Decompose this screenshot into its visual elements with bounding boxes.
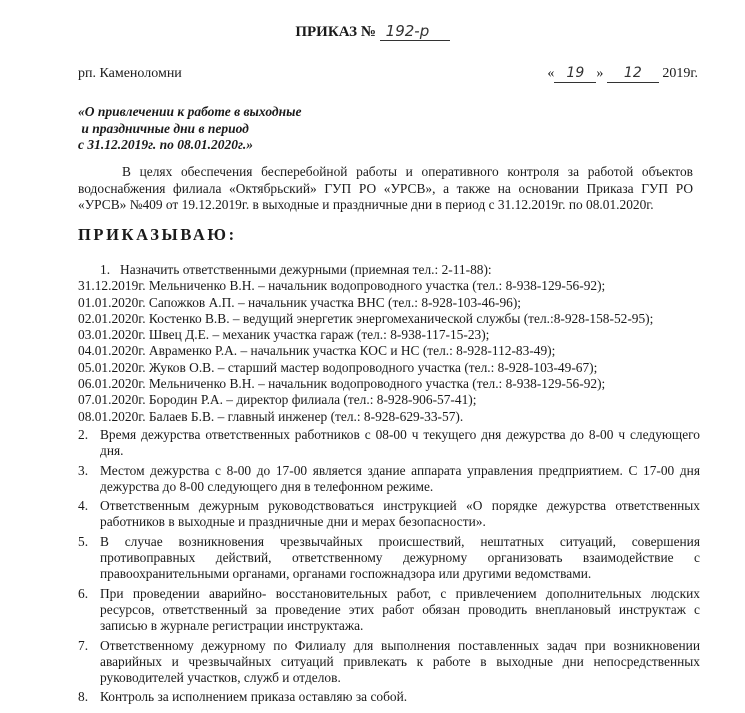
- item-text: Местом дежурства с 8-00 до 17-00 является здание аппарата управления предприятием. С 17-00 дня дежурства до 8-00 следующего дня в телефонном режиме.: [100, 462, 700, 494]
- item-text: При проведении аварийно- восстановительных работ, с привлечением дополнительных людских ресурсов, ответственный за проведение этих работ обязан проводить внеплановый инструктаж с записью в журнале регистрации инструктажа.: [100, 585, 700, 634]
- order-item: [78, 498, 700, 531]
- preamble-text: В целях обеспечения бесперебойной работы и оперативного контроля за работой объектов водоснабжения филиала «Октябрьский» ГУП РО «УРСВ», а также на основании Приказа ГУП РО «УРСВ» №409 от 19.12.2019г. в выходные и праздничные дни в период с 31.12.2019г. по 08.01.2020г.: [78, 164, 693, 212]
- duty-entry: 06.01.2020г. Мельниченко В.Н. – начальник водопроводного участка (тел.: 8-938-129-56-92);: [78, 376, 606, 392]
- handwritten-order-number: 192-р: [380, 22, 450, 41]
- order-item: [78, 262, 700, 425]
- item-number: 3.: [78, 462, 89, 478]
- order-item: [78, 586, 700, 635]
- order-item: [78, 463, 700, 496]
- subject-line: «О привлечении к работе в выходные: [78, 104, 302, 119]
- document-date: [547, 64, 698, 83]
- date-year: 2019г.: [662, 66, 698, 81]
- handwritten-month: 12: [607, 64, 659, 83]
- item-text: Время дежурства ответственных работников с 08-00 ч текущего дня дежурства до 8-00 ч следующего дня.: [100, 426, 700, 459]
- date-mid-quote: »: [596, 66, 604, 81]
- preamble-paragraph: [78, 164, 693, 214]
- order-item: [78, 427, 700, 460]
- order-item: [78, 534, 700, 583]
- item-number: 8.: [78, 689, 89, 705]
- item-number: 1.: [100, 262, 111, 277]
- order-subject: [78, 104, 358, 154]
- duty-entry: 01.01.2020г. Сапожков А.П. – начальник участка ВНС (тел.: 8-928-103-46-96);: [78, 294, 522, 310]
- order-heading: ПРИКАЗЫВАЮ:: [78, 225, 237, 244]
- order-item: [78, 638, 700, 687]
- item-number: 7.: [78, 637, 89, 653]
- item-text: Ответственным дежурным руководствоваться инструкцией «О порядке дежурства ответственных работников в выходные и праздничные дни и мерах безопасности».: [100, 498, 700, 530]
- order-item-head: [78, 262, 700, 278]
- document-title: [0, 22, 745, 41]
- order-item: [78, 689, 700, 705]
- subject-line: и праздничные дни в период: [78, 120, 249, 136]
- duty-entry: 04.01.2020г. Авраменко Р.А. – начальник участка КОС и НС (тел.: 8-928-112-83-49);: [78, 343, 556, 359]
- duty-entry: 03.01.2020г. Швец Д.Е. – механик участка гараж (тел.: 8-938-117-15-23);: [78, 327, 490, 343]
- subject-line: с 31.12.2019г. по 08.01.2020г.»: [78, 137, 253, 152]
- item-text: Ответственному дежурному по Филиалу для выполнения поставленных задач при возникновении аварийных и чрезвычайных ситуаций привлекать к работе в выходные дни непосредственных руководителей участков, служб и отделов.: [100, 637, 700, 686]
- duty-entry: 08.01.2020г. Балаев Б.В. – главный инженер (тел.: 8-928-629-33-57).: [78, 408, 464, 424]
- duty-entry: 05.01.2020г. Жуков О.В. – старший мастер водопроводного участка (тел.: 8-928-103-49-67);: [78, 359, 598, 375]
- item-text: Контроль за исполнением приказа оставляю за собой.: [100, 689, 408, 705]
- handwritten-day: 19: [554, 64, 596, 83]
- order-items-list: [78, 262, 700, 709]
- item-number: 4.: [78, 498, 89, 514]
- item-text: Назначить ответственными дежурными (приемная тел.: 2-11-88):: [120, 262, 492, 277]
- duty-entry: 02.01.2020г. Костенко В.В. – ведущий энергетик энергомеханической службы (тел.:8-928-158-52-95);: [78, 310, 654, 326]
- duty-entry: 07.01.2020г. Бородин Р.А. – директор филиала (тел.: 8-928-906-57-41);: [78, 392, 477, 408]
- place-label: рп. Каменоломни: [78, 66, 182, 81]
- item-number: 6.: [78, 585, 89, 601]
- date-open-quote: «: [547, 66, 555, 81]
- duty-entry: 31.12.2019г. Мельниченко В.Н. – начальник водопроводного участка (тел.: 8-938-129-56-92);: [78, 278, 606, 294]
- item-number: 5.: [78, 533, 89, 549]
- title-prefix: ПРИКАЗ №: [295, 24, 376, 40]
- item-text: В случае возникновения чрезвычайных происшествий, нештатных ситуаций, совершения противоправных действий, ответственному дежурному организовать взаимодействие с правоохранительными органами, органами госпожнадзора или другими ведомствами.: [100, 533, 700, 582]
- item-number: 2.: [78, 426, 89, 442]
